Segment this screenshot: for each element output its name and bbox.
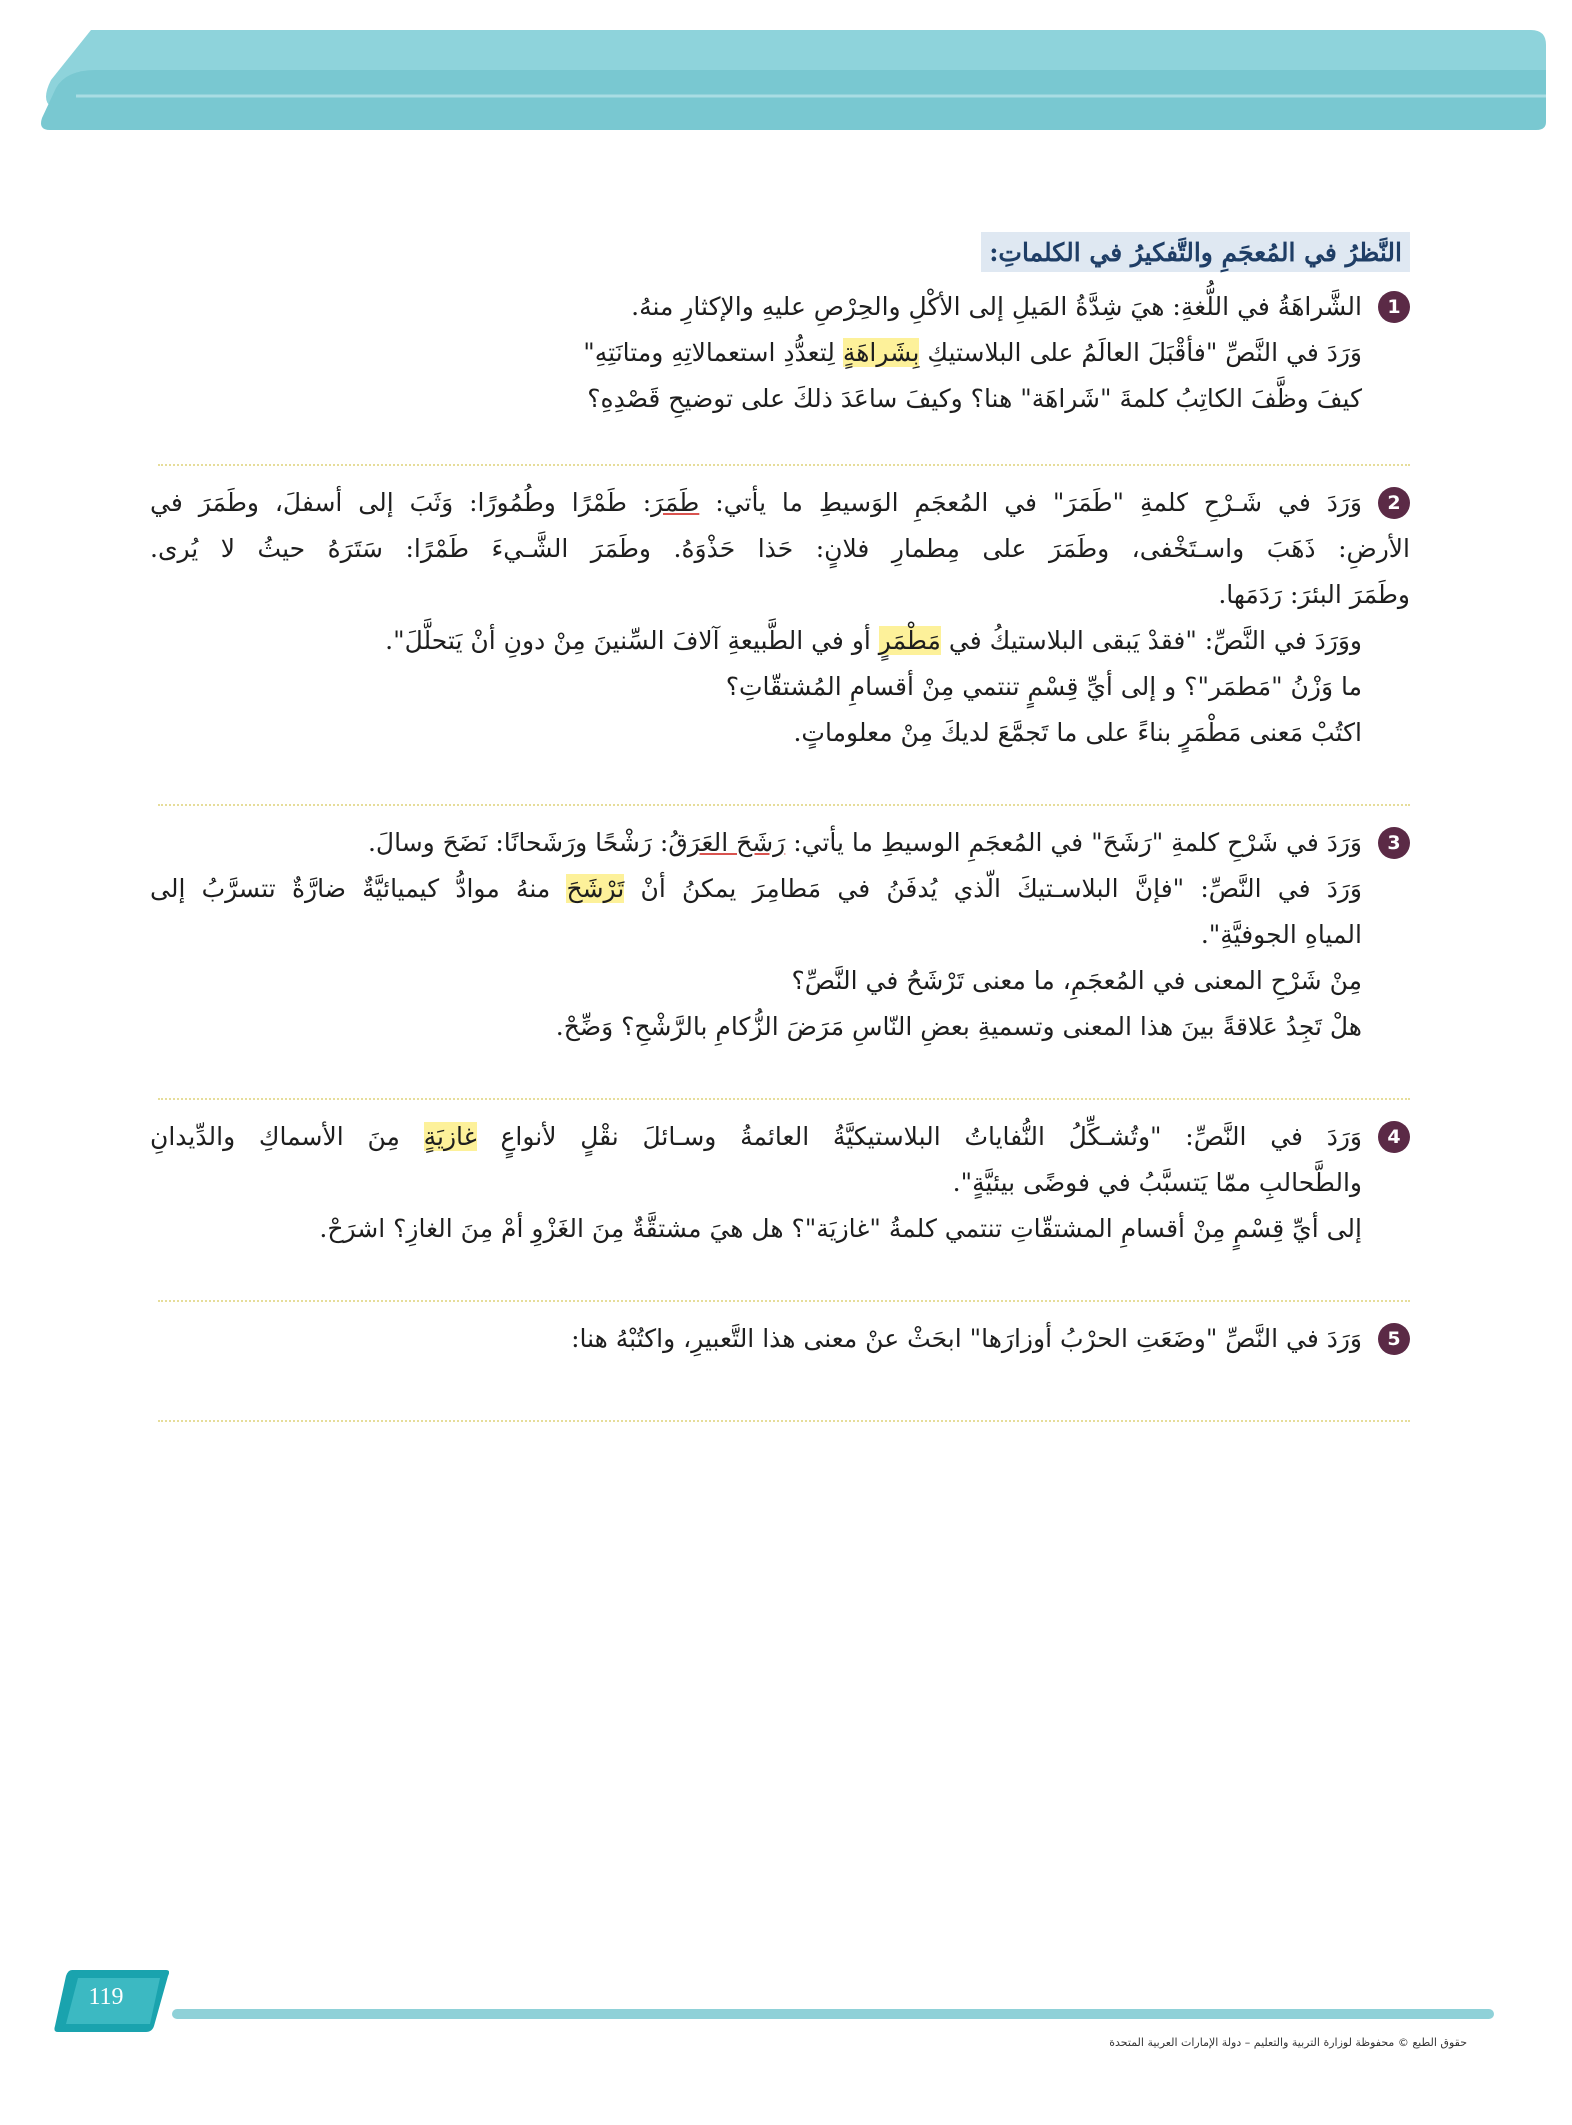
question-3-line-5: هلْ تَجِدُ عَلاقةً بينَ هذا المعنى وتسميةِ بعضِ النّاسِ مَرَضَ الزُّكامِ بالرَّشْحِ؟ وَضِّحْ. xyxy=(555,1012,1362,1041)
highlighted-word: بِشَراهَةٍ xyxy=(842,338,920,367)
copyright-notice: حقوق الطبع © محفوظة لوزارة التربية والتعليم – دولة الإمارات العربية المتحدة xyxy=(1109,2036,1467,2049)
exercise-content xyxy=(150,232,1410,1422)
question-3-line-1: وَرَدَ في شَرْحِ كلمةِ "رَشَحَ" في المُعجَمِ الوسيطِ ما يأتي: رَشَحَ العَرَقُ: رَشْحًا ورَشَحانًا: نَضَحَ وسالَ. xyxy=(367,828,1362,857)
question-3-line-4: مِنْ شَرْحِ المعنى في المُعجَمِ، ما معنى تَرْشَحُ في النَّصِّ؟ xyxy=(791,966,1362,995)
question-4-line-1: وَرَدَ في النَّصِّ: "وتُشـكِّلُ النُّفاياتُ البلاستيكيَّةُ العائمةُ وسـائلَ نقْلٍ لأنواعٍ غازيَةٍ مِنَ الأسماكِ والدِّيدانِ xyxy=(150,1122,1363,1151)
question-1-line-1: الشَّراهَةُ في اللُّغةِ: هيَ شِدَّةُ المَيلِ إلى الأكْلِ والحِرْصِ عليهِ والإكثارِ منهُ. xyxy=(631,292,1362,321)
question-2-line-3: وطَمَرَ البئرَ: رَدَمَها. xyxy=(1218,580,1410,609)
question-2 xyxy=(150,480,1410,756)
question-3-line-3: المياهِ الجوفيَّةِ". xyxy=(1200,920,1362,949)
question-1 xyxy=(150,284,1410,422)
separator xyxy=(158,464,1410,466)
underlined-entry: طَمَرَ xyxy=(651,488,700,517)
question-2-line-1: وَرَدَ في شَـرْحِ كلمةِ "طَمَرَ" في المُعجَمِ الوَسيطِ ما يأتي: طَمَرَ: طَمْرًا وطُمُورًا: وَثَبَ إلى أسفلَ، وطَمَرَ في xyxy=(150,488,1362,517)
question-number-badge: 3 xyxy=(1378,827,1410,859)
question-3-line-2: وَرَدَ في النَّصِّ: "فإنَّ البلاسـتيكَ الّذي يُدفَنُ في مَطامِرَ يمكنُ أنْ تَرْشَحَ منهُ موادُّ كيميائيَّةٌ ضارَّةٌ تتسرَّبُ إلى xyxy=(150,874,1363,903)
separator xyxy=(158,1098,1410,1100)
question-4 xyxy=(150,1114,1410,1252)
question-2-line-2: الأرضِ: ذَهَبَ واسـتَخْفى، وطَمَرَ على مِطمارِ فلانٍ: حَذا حَذْوَهُ. وطَمَرَ الشَّـيءَ طَمْرًا: سَتَرَهُ حيثُ لا يُرى. xyxy=(150,534,1410,563)
answer-line xyxy=(158,1420,1410,1422)
highlighted-word: غازيَةٍ xyxy=(423,1122,477,1151)
section-heading: النَّظرُ في المُعجَمِ والتَّفكيرُ في الكلماتِ: xyxy=(981,232,1410,272)
highlighted-word: تَرْشَحَ xyxy=(566,874,625,903)
question-2-line-6: اكتُبْ مَعنى مَطْمَرٍ بناءً على ما تَجمَّعَ لديكَ مِنْ معلوماتٍ. xyxy=(793,718,1362,747)
question-2-line-5: ما وَزْنُ "مَطمَر"؟ و إلى أيِّ قِسْمٍ تنتمي مِنْ أقسامِ المُشتقّاتِ؟ xyxy=(725,672,1362,701)
question-1-line-2: وَرَدَ في النَّصِّ "فأقْبَلَ العالَمُ على البلاستيكِ بِشَراهَةٍ لِتعدُّدِ استعمالاتِهِ ومتانَتِهِ" xyxy=(583,338,1362,367)
footer-bar xyxy=(172,2009,1494,2019)
page-number: 119 xyxy=(88,1984,124,2010)
separator xyxy=(158,1300,1410,1302)
question-number-badge: 4 xyxy=(1378,1121,1410,1153)
question-3 xyxy=(150,820,1410,1050)
separator xyxy=(158,804,1410,806)
question-number-badge: 1 xyxy=(1378,291,1410,323)
question-1-line-3: كيفَ وظَّفَ الكاتِبُ كلمةَ "شَراهَة" هنا؟ وكيفَ ساعَدَ ذلكَ على توضيحِ قَصْدِهِ؟ xyxy=(587,384,1362,413)
question-2-line-4: ووَرَدَ في النَّصِّ: "فقدْ يَبقى البلاستيكُ في مَطْمَرٍ أو في الطَّبيعةِ آلافَ السِّنينَ مِنْ دونِ أنْ يَتحلَّلَ". xyxy=(385,626,1362,655)
question-number-badge: 2 xyxy=(1378,487,1410,519)
highlighted-word: مَطْمَرٍ xyxy=(878,626,941,655)
top-banner xyxy=(36,30,1546,140)
question-number-badge: 5 xyxy=(1378,1323,1410,1355)
question-4-line-3: إلى أيِّ قِسْمٍ مِنْ أقسامِ المشتقّاتِ تنتمي كلمةُ "غازيَة"؟ هل هيَ مشتقَّةٌ مِنَ الغَزْوِ أمْ مِنَ الغازِ؟ اشرَحْ. xyxy=(319,1214,1362,1243)
question-5-line-1: وَرَدَ في النَّصِّ "وضَعَتِ الحرْبُ أوزارَها" ابحَثْ عنْ معنى هذا التَّعبيرِ، واكتُبْهُ هنا: xyxy=(571,1324,1362,1353)
question-5 xyxy=(150,1316,1410,1362)
underlined-entry: رَشَحَ العَرَقُ xyxy=(668,828,786,857)
question-4-line-2: والطَّحالبِ ممّا يَتسبَّبُ في فوضًى بيئيَّةٍ". xyxy=(952,1168,1362,1197)
